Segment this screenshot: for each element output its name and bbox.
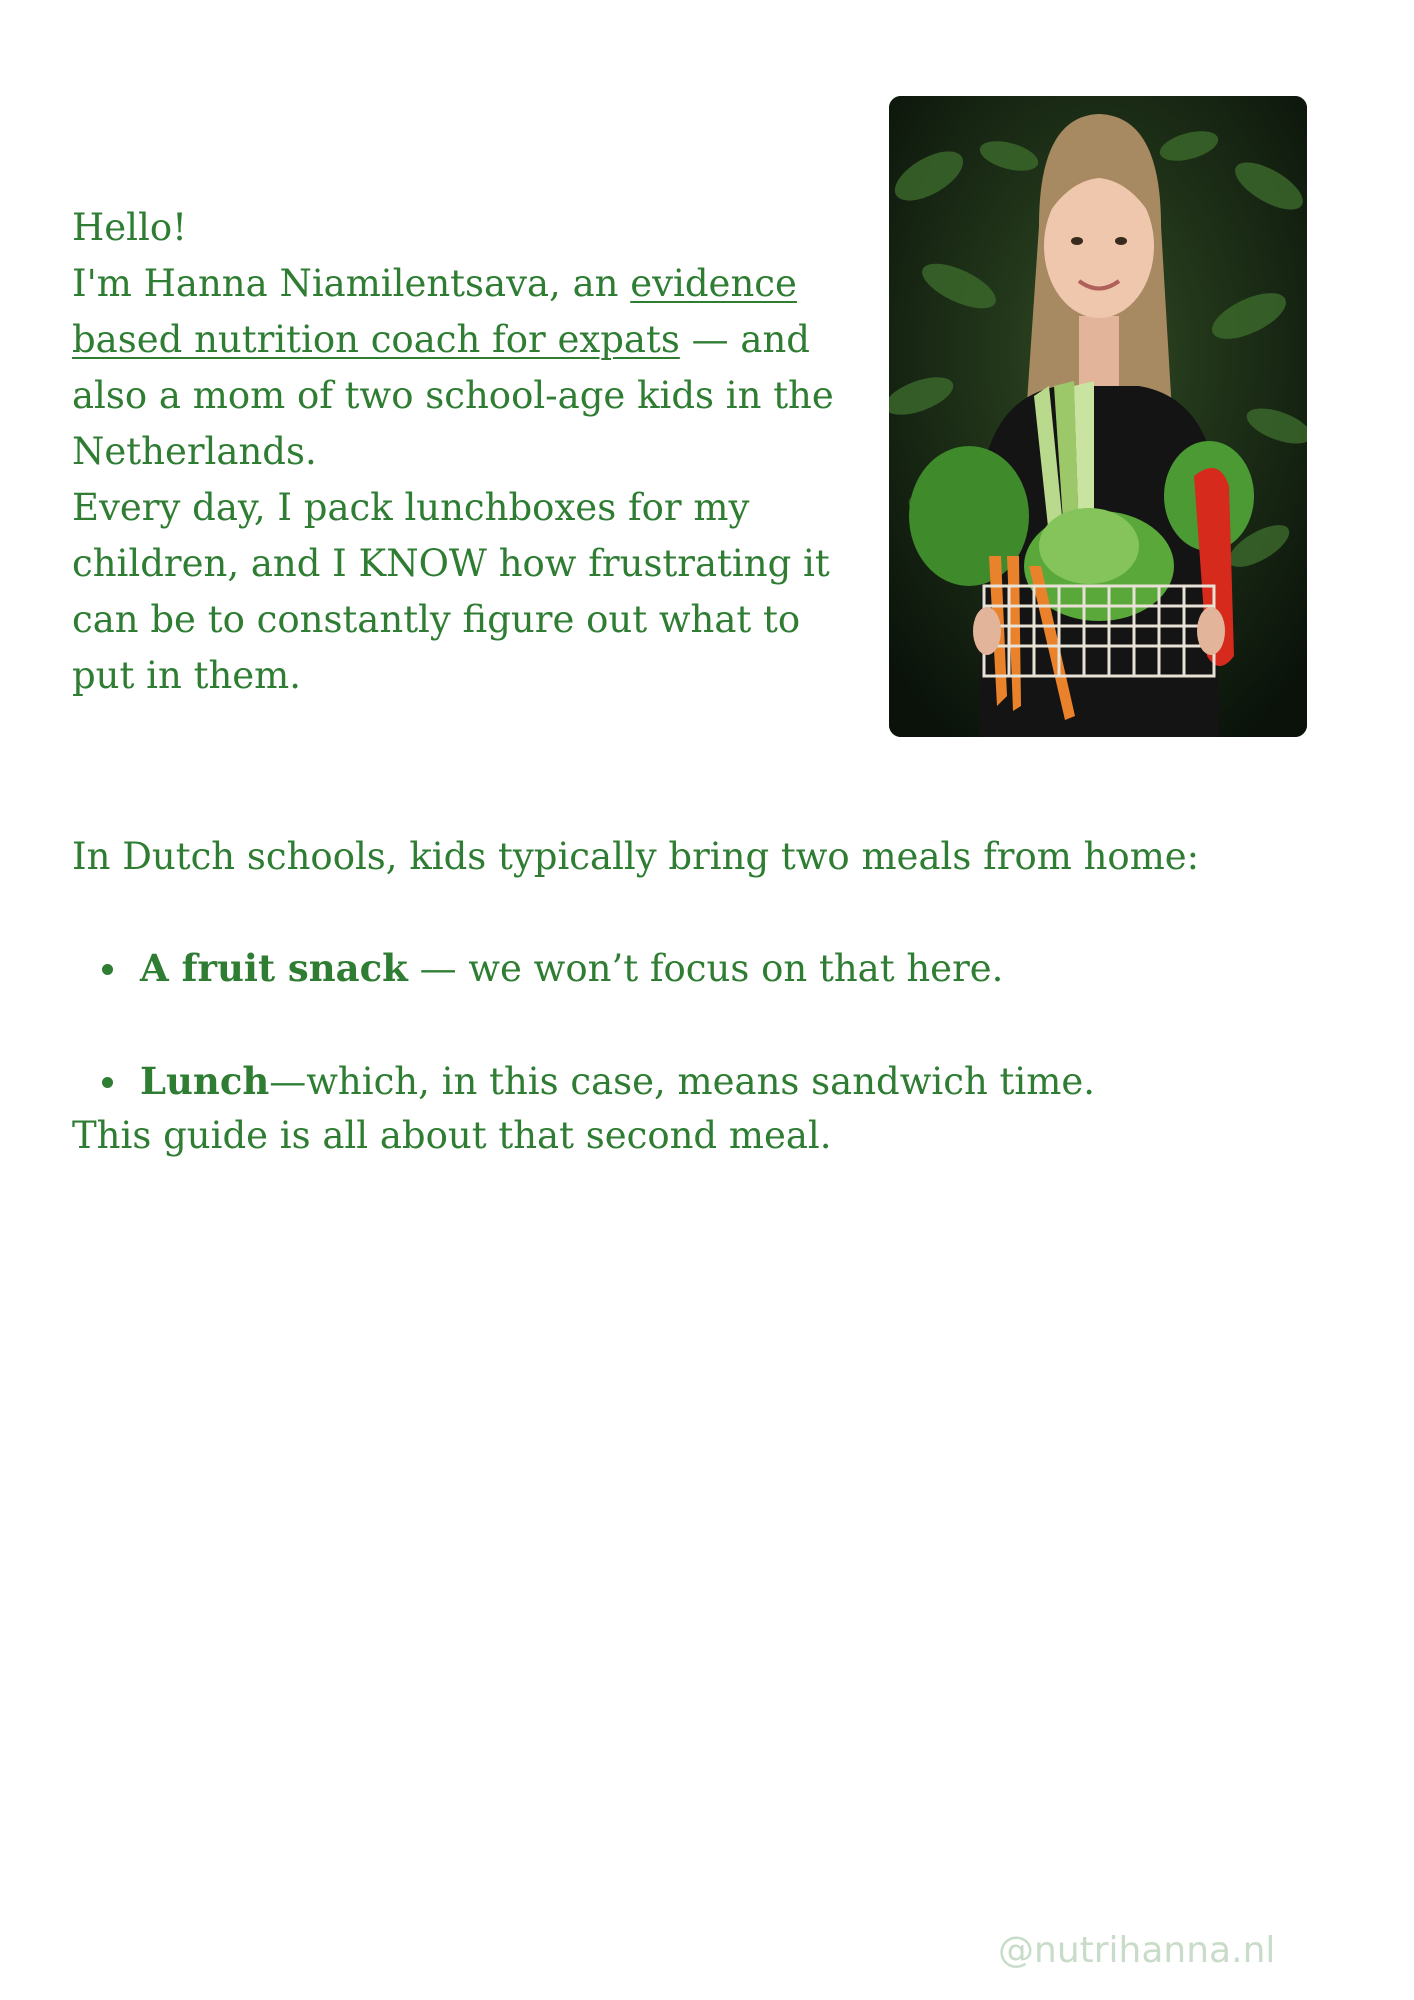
- meals-intro: In Dutch schools, kids typically bring two meals from home:: [72, 835, 1200, 878]
- greeting: Hello!: [72, 206, 187, 249]
- footer-handle: @nutrihanna.nl: [998, 1930, 1276, 1971]
- list-item: [72, 1053, 1352, 1110]
- intro-suffix: — and also a mom of two school-age kids in the Netherlands.: [72, 318, 834, 473]
- bullet-icon: [102, 1077, 113, 1088]
- list-item-text: —which, in this case, means sandwich time.: [269, 1060, 1095, 1103]
- intro-line: [72, 256, 852, 480]
- list-item-text: — we won’t focus on that here.: [407, 947, 1004, 990]
- list-item: [72, 940, 1352, 997]
- intro-paragraph: Every day, I pack lunchboxes for my children, and I KNOW how frustrating it can be to constantly figure out what to put in them.: [72, 486, 830, 697]
- list-item-title: A fruit snack: [140, 946, 408, 990]
- closing-text: This guide is all about that second meal.: [72, 1114, 832, 1157]
- portrait-photo: [889, 96, 1307, 737]
- intro-prefix: I'm Hanna Niamilentsava, an: [72, 262, 631, 305]
- bullet-icon: [102, 964, 113, 975]
- list-item-title: Lunch: [140, 1059, 270, 1103]
- portrait-photo-icon: [889, 96, 1307, 737]
- intro-text: [72, 200, 852, 704]
- coach-link[interactable]: evidence based nutrition coach for expats: [72, 262, 797, 361]
